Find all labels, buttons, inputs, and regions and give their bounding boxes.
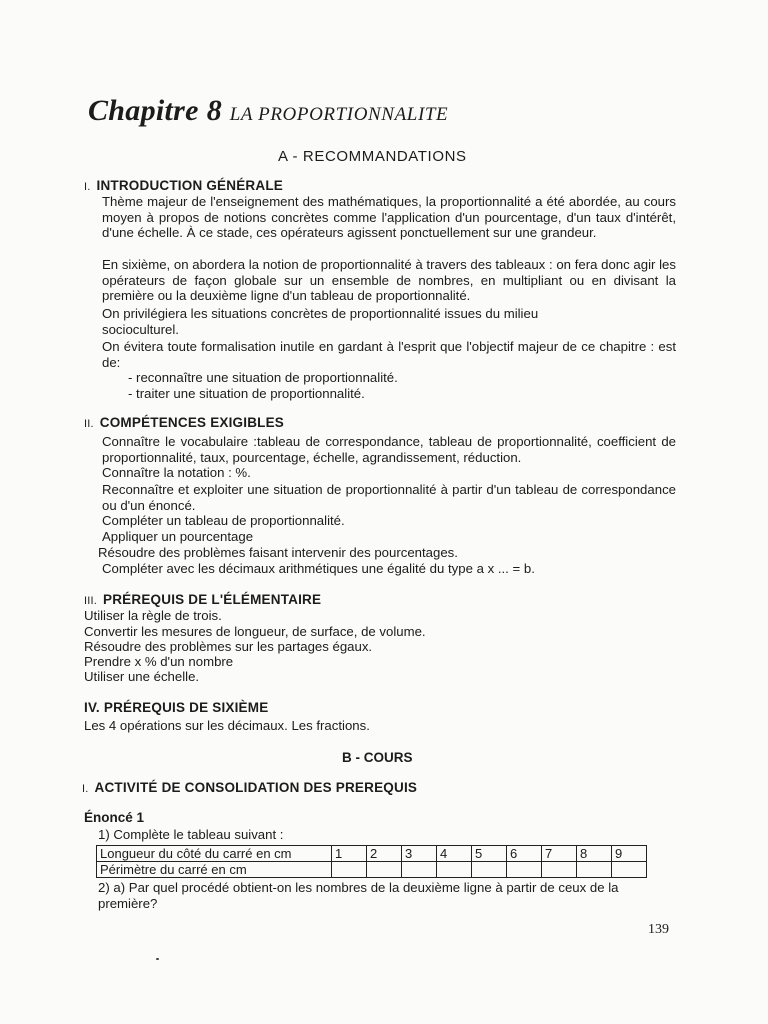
section-1-title: INTRODUCTION GÉNÉRALE [96, 178, 283, 193]
section-2-paragraph-7: Compléter avec les décimaux arithmétiques une égalité du type a x ... = b. [102, 561, 535, 576]
page-number: 139 [648, 922, 669, 937]
proportion-table [96, 845, 647, 878]
section-3-heading [84, 592, 321, 607]
section-3-number: III. [84, 595, 98, 607]
section-2-paragraph-5: Appliquer un pourcentage [102, 529, 254, 544]
section-4-title: PRÉREQUIS DE SIXIÈME [103, 700, 269, 715]
section-1-paragraph-4: On évitera toute formalisation inutile en gardant à l'esprit que l'objectif majeur de ce chapitre : est de: [102, 339, 676, 370]
section-3-title: PRÉREQUIS DE L'ÉLÉMENTAIRE [103, 592, 322, 607]
section-2-paragraph-2: Connaître la notation : %. [102, 465, 251, 480]
activity-heading [82, 780, 417, 795]
table-cell-empty[interactable] [577, 862, 612, 878]
chapter-name: LA PROPORTIONNALITE [229, 104, 449, 125]
section-1-paragraph-2: En sixième, on abordera la notion de proportionnalité à travers des tableaux : on fera donc agir les opérateurs de façon globale sur un ensemble de nombres, en multipliant ou en divisant la première ou la deuxième ligne d'un tableau de proportionnalité. [102, 257, 676, 304]
section-3-line-3: Résoudre des problèmes sur les partages égaux. [84, 639, 373, 654]
table-cell: 1 [332, 846, 367, 862]
part-a-heading: A - RECOMMANDATIONS [278, 148, 467, 165]
table-cell-empty[interactable] [507, 862, 542, 878]
table-row [97, 846, 647, 862]
chapter-word: Chapitre [88, 94, 199, 127]
section-1-paragraph-3: On privilégiera les situations concrètes de proportionnalité issues du milieu socioculturel. [102, 306, 539, 337]
section-3-line-1: Utiliser la règle de trois. [84, 608, 222, 623]
table-cell-empty[interactable] [542, 862, 577, 878]
table-cell-empty[interactable] [402, 862, 437, 878]
table-cell: 8 [577, 846, 612, 862]
section-1-number: I. [84, 181, 91, 193]
table-cell: 5 [472, 846, 507, 862]
section-3-line-2: Convertir les mesures de longueur, de surface, de volume. [84, 624, 426, 639]
section-1-bullet-2: - traiter une situation de proportionnalité. [128, 386, 365, 401]
section-2-paragraph-6: Résoudre des problèmes faisant intervenir des pourcentages. [98, 545, 458, 560]
activity-number: I. [82, 783, 89, 795]
table-row-header: Périmètre du carré en cm [97, 862, 332, 878]
table-cell: 4 [437, 846, 472, 862]
scan-speck [156, 958, 159, 960]
table-cell: 9 [612, 846, 647, 862]
section-1-heading [84, 178, 283, 193]
section-3-line-4: Prendre x % d'un nombre [84, 654, 234, 669]
section-2-paragraph-1: Connaître le vocabulaire :tableau de correspondance, tableau de proportionnalité, coefficient de proportionnalité, taux, pourcentage, échelle, agrandissement, réduction. [102, 434, 676, 465]
section-1-paragraph-1: Thème majeur de l'enseignement des mathématiques, la proportionnalité a été abordée, au cours moyen à propos de notions concrètes comme l'application d'un pourcentage, d'un taux d'intérêt, d'une échelle. À ce stade, ces opérateurs agissent ponctuellement sur une grandeur. [102, 194, 676, 241]
table-cell: 3 [402, 846, 437, 862]
section-2-number: II. [84, 418, 94, 430]
section-2-title: COMPÉTENCES EXIGIBLES [99, 415, 285, 430]
table-cell: 7 [542, 846, 577, 862]
section-3-line-5: Utiliser une échelle. [84, 669, 200, 684]
table-cell-empty[interactable] [367, 862, 402, 878]
section-4-number: IV. [84, 700, 100, 715]
section-2-paragraph-3: Reconnaître et exploiter une situation de proportionnalité à partir d'un tableau de correspondance ou d'un énoncé. [102, 482, 676, 513]
activity-title: ACTIVITÉ DE CONSOLIDATION DES PREREQUIS [94, 780, 418, 795]
table-cell-empty[interactable] [472, 862, 507, 878]
table-cell: 2 [367, 846, 402, 862]
table-cell: 6 [507, 846, 542, 862]
part-b-heading: B - COURS [342, 750, 413, 765]
section-2-heading [84, 415, 284, 430]
table-row-header: Longueur du côté du carré en cm [97, 846, 332, 862]
section-4-line-1: Les 4 opérations sur les décimaux. Les fractions. [84, 718, 370, 733]
enonce-title: Énoncé 1 [84, 810, 145, 825]
enonce-question-1: 1) Complète le tableau suivant : [98, 827, 284, 842]
chapter-number: 8 [206, 94, 222, 127]
section-1-bullet-1: - reconnaître une situation de proportionnalité. [128, 370, 398, 385]
chapter-title [88, 94, 448, 128]
table-row [97, 862, 647, 878]
table-cell-empty[interactable] [612, 862, 647, 878]
section-4-heading [84, 700, 268, 715]
section-2-paragraph-4: Compléter un tableau de proportionnalité. [102, 513, 345, 528]
enonce-question-2: 2) a) Par quel procédé obtient-on les nombres de la deuxième ligne à partir de ceux de la première? [98, 880, 619, 911]
table-cell-empty[interactable] [332, 862, 367, 878]
table-cell-empty[interactable] [437, 862, 472, 878]
